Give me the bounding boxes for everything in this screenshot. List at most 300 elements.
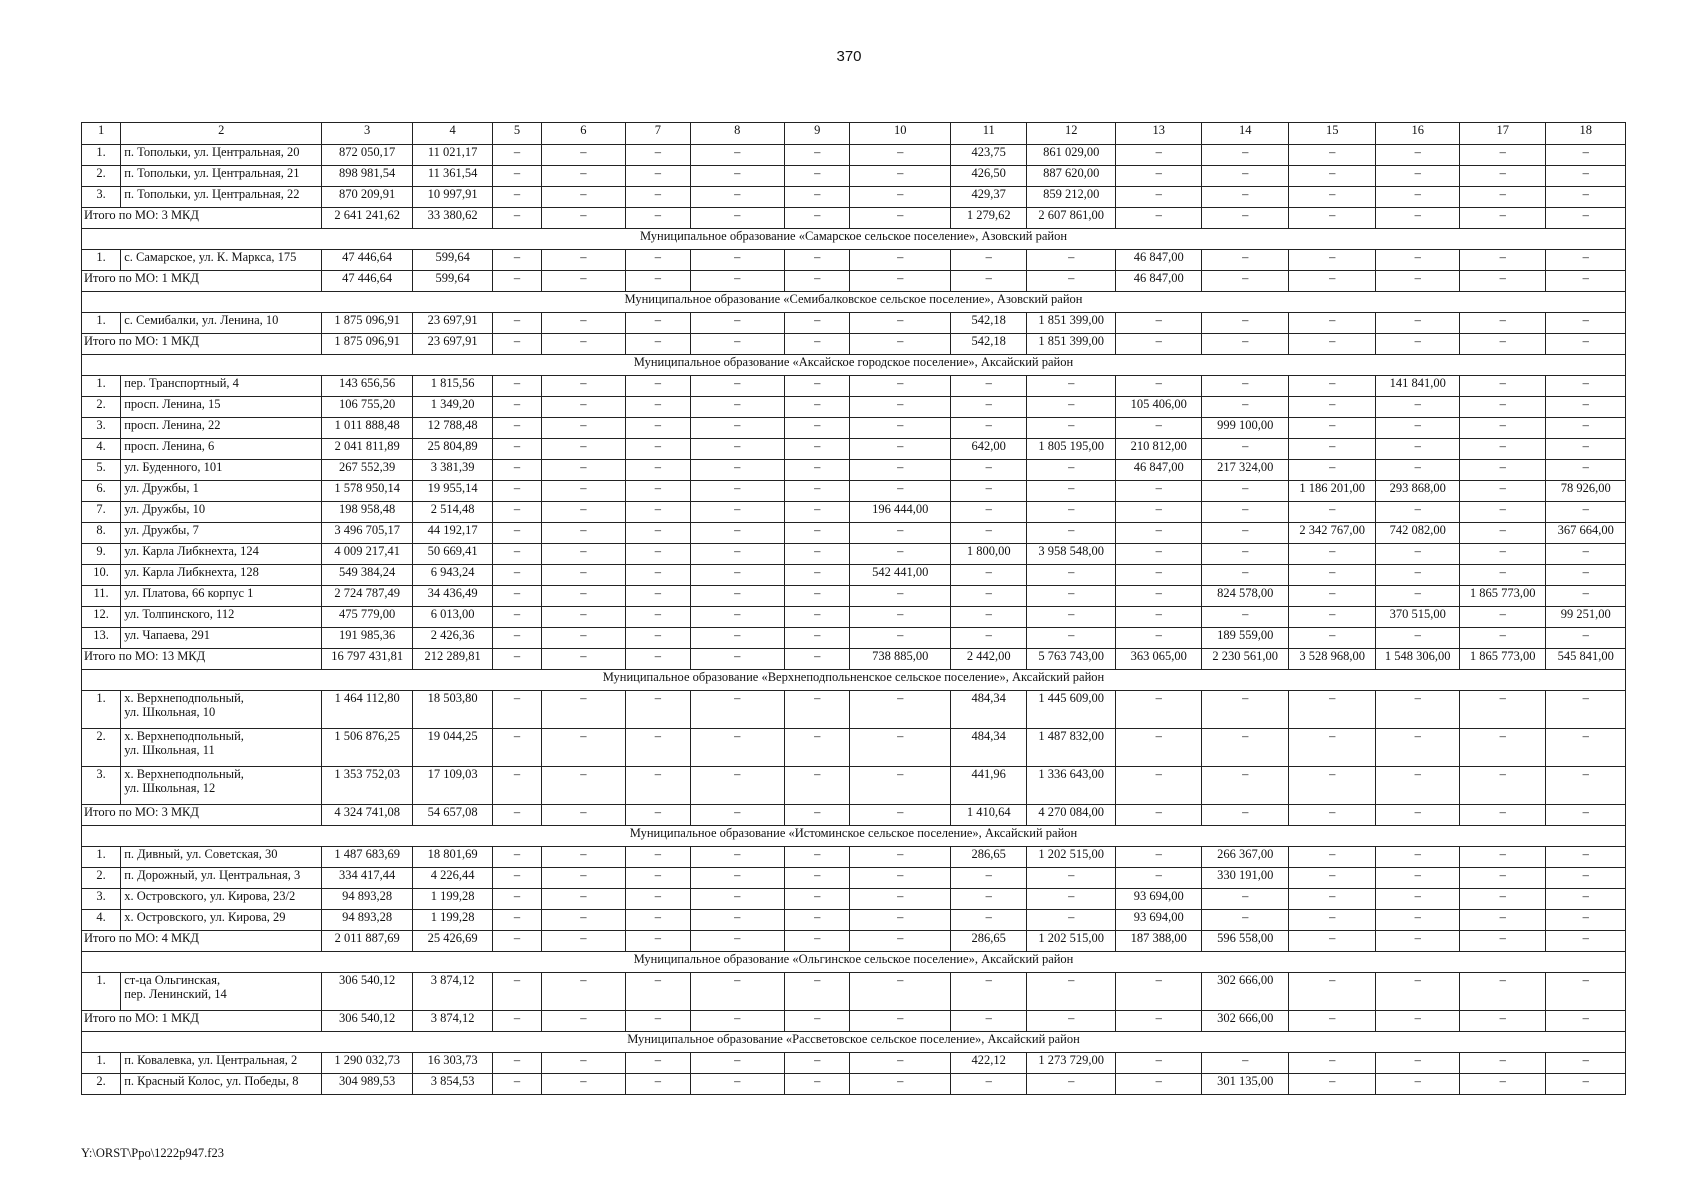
table-row (82, 145, 1626, 166)
value-cell: – (626, 729, 690, 767)
value-cell: – (690, 889, 785, 910)
value-cell: 11 361,54 (412, 166, 492, 187)
value-cell: – (1546, 376, 1626, 397)
value-cell: – (1288, 376, 1376, 397)
value-cell: – (493, 729, 541, 767)
value-cell: – (1546, 418, 1626, 439)
row-number: 2. (82, 729, 121, 767)
value-cell: – (690, 1053, 785, 1074)
value-cell: 23 697,91 (412, 334, 492, 355)
table-row (82, 376, 1626, 397)
value-cell: – (493, 868, 541, 889)
value-cell: – (1027, 1074, 1116, 1095)
table-row (82, 973, 1626, 1011)
value-cell: – (541, 910, 625, 931)
value-cell: – (785, 460, 850, 481)
total-label: Итого по МО: 4 МКД (82, 931, 322, 952)
total-row (82, 208, 1626, 229)
value-cell: – (785, 418, 850, 439)
value-cell: – (785, 334, 850, 355)
value-cell: – (690, 805, 785, 826)
value-cell: – (1546, 628, 1626, 649)
table-row (82, 607, 1626, 628)
value-cell: – (493, 649, 541, 670)
value-cell: – (785, 729, 850, 767)
value-cell: – (493, 502, 541, 523)
value-cell: – (1288, 313, 1376, 334)
value-cell: – (1546, 1053, 1626, 1074)
value-cell: – (850, 166, 951, 187)
row-number: 2. (82, 166, 121, 187)
value-cell: – (1546, 805, 1626, 826)
value-cell: 2 041 811,89 (322, 439, 413, 460)
value-cell: – (850, 523, 951, 544)
value-cell: – (541, 334, 625, 355)
value-cell: – (850, 439, 951, 460)
value-cell: – (541, 691, 625, 729)
value-cell: – (1546, 460, 1626, 481)
value-cell: 93 694,00 (1115, 910, 1202, 931)
value-cell: – (626, 145, 690, 166)
column-header: 15 (1288, 123, 1376, 145)
header-row (82, 123, 1626, 145)
value-cell: – (493, 805, 541, 826)
value-cell: – (626, 376, 690, 397)
value-cell: – (690, 544, 785, 565)
value-cell: – (785, 1053, 850, 1074)
row-number: 1. (82, 847, 121, 868)
value-cell: – (541, 1053, 625, 1074)
value-cell: – (850, 1011, 951, 1032)
value-cell: – (1027, 565, 1116, 586)
row-number: 4. (82, 439, 121, 460)
value-cell: – (951, 586, 1027, 607)
column-header: 8 (690, 123, 785, 145)
address-line: п. Дивный, ул. Советская, 30 (124, 847, 278, 861)
total-row (82, 649, 1626, 670)
value-cell: – (1115, 691, 1202, 729)
value-cell: – (951, 271, 1027, 292)
row-number: 1. (82, 376, 121, 397)
value-cell: – (541, 1074, 625, 1095)
value-cell: – (951, 868, 1027, 889)
value-cell: 3 874,12 (412, 973, 492, 1011)
value-cell: – (1202, 544, 1289, 565)
value-cell: 742 082,00 (1376, 523, 1459, 544)
address-cell (121, 868, 322, 889)
value-cell: – (1459, 868, 1546, 889)
value-cell: – (1459, 931, 1546, 952)
value-cell: 363 065,00 (1115, 649, 1202, 670)
value-cell: – (1115, 523, 1202, 544)
value-cell: – (785, 910, 850, 931)
value-cell: – (690, 208, 785, 229)
value-cell: – (1115, 376, 1202, 397)
value-cell: 484,34 (951, 691, 1027, 729)
value-cell: 1 548 306,00 (1376, 649, 1459, 670)
value-cell: – (1376, 931, 1459, 952)
value-cell: 267 552,39 (322, 460, 413, 481)
value-cell: – (626, 649, 690, 670)
value-cell: – (785, 523, 850, 544)
value-cell: – (850, 250, 951, 271)
value-cell: 306 540,12 (322, 1011, 413, 1032)
value-cell: – (626, 187, 690, 208)
value-cell: – (951, 889, 1027, 910)
value-cell: 191 985,36 (322, 628, 413, 649)
row-number: 10. (82, 565, 121, 586)
value-cell: – (1027, 1011, 1116, 1032)
value-cell: – (1288, 847, 1376, 868)
address-line-2: ул. Школьная, 11 (124, 743, 215, 757)
column-header: 16 (1376, 123, 1459, 145)
value-cell: – (690, 767, 785, 805)
row-number: 9. (82, 544, 121, 565)
value-cell: – (626, 313, 690, 334)
page-number: 370 (836, 48, 862, 65)
value-cell: – (1288, 565, 1376, 586)
value-cell: – (1288, 250, 1376, 271)
value-cell: – (541, 931, 625, 952)
address-line: х. Островского, ул. Кирова, 29 (124, 910, 286, 924)
value-cell: 2 514,48 (412, 502, 492, 523)
value-cell: – (1202, 334, 1289, 355)
value-cell: 196 444,00 (850, 502, 951, 523)
address-cell (121, 481, 322, 502)
total-row (82, 1011, 1626, 1032)
value-cell: – (1288, 544, 1376, 565)
value-cell: – (1288, 1074, 1376, 1095)
value-cell: – (541, 271, 625, 292)
value-cell: – (493, 1074, 541, 1095)
value-cell: – (1115, 628, 1202, 649)
value-cell: – (1376, 502, 1459, 523)
total-row (82, 334, 1626, 355)
value-cell: 47 446,64 (322, 271, 413, 292)
address-cell (121, 376, 322, 397)
value-cell: 887 620,00 (1027, 166, 1116, 187)
value-cell: – (850, 931, 951, 952)
value-cell: – (1459, 481, 1546, 502)
value-cell: – (1546, 334, 1626, 355)
value-cell: – (850, 187, 951, 208)
value-cell: – (1459, 208, 1546, 229)
value-cell: – (626, 868, 690, 889)
value-cell: 898 981,54 (322, 166, 413, 187)
value-cell: – (1288, 166, 1376, 187)
value-cell: – (626, 544, 690, 565)
value-cell: – (541, 418, 625, 439)
value-cell: – (785, 544, 850, 565)
total-label: Итого по МО: 3 МКД (82, 208, 322, 229)
value-cell: – (1288, 889, 1376, 910)
value-cell: 1 851 399,00 (1027, 334, 1116, 355)
value-cell: – (785, 145, 850, 166)
table-row (82, 460, 1626, 481)
address-cell (121, 145, 322, 166)
value-cell: – (690, 523, 785, 544)
value-cell: – (626, 931, 690, 952)
value-cell: 302 666,00 (1202, 1011, 1289, 1032)
column-header: 3 (322, 123, 413, 145)
value-cell: – (850, 271, 951, 292)
value-cell: – (785, 271, 850, 292)
value-cell: – (1376, 1053, 1459, 1074)
address-cell (121, 691, 322, 729)
value-cell: – (1546, 313, 1626, 334)
value-cell: 738 885,00 (850, 649, 951, 670)
column-header: 17 (1459, 123, 1546, 145)
value-cell: 11 021,17 (412, 145, 492, 166)
value-cell: – (1459, 313, 1546, 334)
value-cell: – (1288, 805, 1376, 826)
value-cell: – (1459, 145, 1546, 166)
value-cell: 870 209,91 (322, 187, 413, 208)
value-cell: 2 011 887,69 (322, 931, 413, 952)
value-cell: 1 875 096,91 (322, 313, 413, 334)
value-cell: – (541, 973, 625, 1011)
value-cell: – (785, 607, 850, 628)
value-cell: – (493, 481, 541, 502)
value-cell: – (1376, 628, 1459, 649)
value-cell: – (493, 376, 541, 397)
value-cell: – (1027, 460, 1116, 481)
address-cell (121, 1074, 322, 1095)
value-cell: – (541, 767, 625, 805)
value-cell: – (1202, 481, 1289, 502)
value-cell: – (785, 208, 850, 229)
value-cell: – (541, 729, 625, 767)
value-cell: – (626, 805, 690, 826)
value-cell: – (1376, 565, 1459, 586)
value-cell: – (1202, 208, 1289, 229)
value-cell: – (1459, 889, 1546, 910)
value-cell: – (1459, 544, 1546, 565)
value-cell: – (1288, 767, 1376, 805)
value-cell: – (1546, 586, 1626, 607)
value-cell: 78 926,00 (1546, 481, 1626, 502)
value-cell: – (690, 586, 785, 607)
value-cell: – (1288, 586, 1376, 607)
value-cell: – (690, 376, 785, 397)
value-cell: – (541, 397, 625, 418)
value-cell: – (493, 586, 541, 607)
table-row (82, 691, 1626, 729)
value-cell: 422,12 (951, 1053, 1027, 1074)
total-label: Итого по МО: 1 МКД (82, 1011, 322, 1032)
value-cell: – (785, 889, 850, 910)
row-number: 2. (82, 868, 121, 889)
value-cell: 3 854,53 (412, 1074, 492, 1095)
value-cell: – (1288, 397, 1376, 418)
value-cell: – (1115, 586, 1202, 607)
value-cell: – (626, 586, 690, 607)
value-cell: 34 436,49 (412, 586, 492, 607)
address-line-2: ул. Школьная, 12 (124, 781, 216, 795)
value-cell: – (951, 502, 1027, 523)
address-line: п. Ковалевка, ул. Центральная, 2 (124, 1053, 298, 1067)
value-cell: – (493, 931, 541, 952)
value-cell: – (1115, 334, 1202, 355)
value-cell: 306 540,12 (322, 973, 413, 1011)
value-cell: – (1376, 805, 1459, 826)
address-line: х. Верхнеподпольный, (124, 767, 244, 781)
value-cell: 1 805 195,00 (1027, 439, 1116, 460)
value-cell: – (1376, 439, 1459, 460)
value-cell: – (1376, 889, 1459, 910)
value-cell: – (1115, 544, 1202, 565)
column-header: 2 (121, 123, 322, 145)
value-cell: – (1459, 439, 1546, 460)
value-cell: – (541, 313, 625, 334)
value-cell: 302 666,00 (1202, 973, 1289, 1011)
total-label: Итого по МО: 13 МКД (82, 649, 322, 670)
value-cell: – (493, 397, 541, 418)
address-line: просп. Ленина, 15 (124, 397, 221, 411)
value-cell: – (493, 847, 541, 868)
value-cell: – (493, 334, 541, 355)
value-cell: – (541, 502, 625, 523)
value-cell: – (626, 910, 690, 931)
value-cell: – (1027, 271, 1116, 292)
value-cell: – (690, 868, 785, 889)
value-cell: 1 487 832,00 (1027, 729, 1116, 767)
value-cell: – (690, 565, 785, 586)
value-cell: – (1376, 208, 1459, 229)
value-cell: – (850, 586, 951, 607)
value-cell: – (1376, 166, 1459, 187)
value-cell: 861 029,00 (1027, 145, 1116, 166)
value-cell: – (626, 271, 690, 292)
row-number: 3. (82, 187, 121, 208)
value-cell: – (493, 544, 541, 565)
value-cell: – (1027, 973, 1116, 1011)
value-cell: 5 763 743,00 (1027, 649, 1116, 670)
address-cell (121, 460, 322, 481)
table-row (82, 767, 1626, 805)
value-cell: – (1376, 586, 1459, 607)
value-cell: – (1115, 502, 1202, 523)
value-cell: 1 186 201,00 (1288, 481, 1376, 502)
value-cell: – (690, 397, 785, 418)
value-cell: – (541, 586, 625, 607)
row-number: 11. (82, 586, 121, 607)
value-cell: 99 251,00 (1546, 607, 1626, 628)
value-cell: – (626, 418, 690, 439)
value-cell: – (541, 145, 625, 166)
value-cell: – (785, 565, 850, 586)
value-cell: 2 426,36 (412, 628, 492, 649)
value-cell: 3 381,39 (412, 460, 492, 481)
value-cell: – (1115, 1011, 1202, 1032)
section-title: Муниципальное образование «Самарское сельское поселение», Азовский район (82, 229, 1626, 250)
value-cell: 1 353 752,03 (322, 767, 413, 805)
value-cell: – (1459, 910, 1546, 931)
value-cell: – (1115, 208, 1202, 229)
value-cell: – (493, 271, 541, 292)
value-cell: – (493, 313, 541, 334)
value-cell: – (785, 649, 850, 670)
value-cell: – (1376, 729, 1459, 767)
value-cell: – (1115, 166, 1202, 187)
value-cell: 19 955,14 (412, 481, 492, 502)
value-cell: – (1202, 910, 1289, 931)
address-cell (121, 502, 322, 523)
value-cell: – (850, 1074, 951, 1095)
table-row (82, 544, 1626, 565)
value-cell: 1 865 773,00 (1459, 586, 1546, 607)
value-cell: – (1115, 481, 1202, 502)
value-cell: – (785, 691, 850, 729)
row-number: 3. (82, 418, 121, 439)
value-cell: – (1202, 376, 1289, 397)
value-cell: 1 279,62 (951, 208, 1027, 229)
value-cell: – (690, 166, 785, 187)
value-cell: 304 989,53 (322, 1074, 413, 1095)
value-cell: – (785, 313, 850, 334)
value-cell: – (1288, 1053, 1376, 1074)
value-cell: – (1027, 868, 1116, 889)
value-cell: – (1459, 1053, 1546, 1074)
value-cell: – (1115, 565, 1202, 586)
total-label: Итого по МО: 1 МКД (82, 334, 322, 355)
value-cell: 217 324,00 (1202, 460, 1289, 481)
value-cell: – (541, 250, 625, 271)
value-cell: – (1459, 1074, 1546, 1095)
value-cell: 94 893,28 (322, 910, 413, 931)
value-cell: – (690, 481, 785, 502)
value-cell: – (690, 460, 785, 481)
value-cell: – (1376, 313, 1459, 334)
value-cell: – (1459, 502, 1546, 523)
address-cell (121, 523, 322, 544)
value-cell: – (1459, 729, 1546, 767)
value-cell: – (541, 481, 625, 502)
value-cell: – (626, 691, 690, 729)
value-cell: – (541, 649, 625, 670)
value-cell: – (951, 910, 1027, 931)
value-cell: – (1027, 250, 1116, 271)
value-cell: 47 446,64 (322, 250, 413, 271)
row-number: 2. (82, 1074, 121, 1095)
value-cell: – (626, 1053, 690, 1074)
section-row (82, 670, 1626, 691)
column-header: 9 (785, 123, 850, 145)
value-cell: – (850, 868, 951, 889)
value-cell: 2 607 861,00 (1027, 208, 1116, 229)
row-number: 3. (82, 889, 121, 910)
table-row (82, 586, 1626, 607)
value-cell: – (493, 439, 541, 460)
value-cell: – (626, 397, 690, 418)
address-line: п. Топольки, ул. Центральная, 20 (124, 145, 300, 159)
value-cell: – (626, 460, 690, 481)
value-cell: – (1376, 1074, 1459, 1095)
value-cell: 367 664,00 (1546, 523, 1626, 544)
value-cell: – (850, 418, 951, 439)
value-cell: – (951, 460, 1027, 481)
value-cell: – (541, 805, 625, 826)
table-row (82, 847, 1626, 868)
value-cell: 2 724 787,49 (322, 586, 413, 607)
value-cell: – (493, 973, 541, 1011)
value-cell: – (1546, 729, 1626, 767)
value-cell: 370 515,00 (1376, 607, 1459, 628)
value-cell: 46 847,00 (1115, 460, 1202, 481)
value-cell: – (951, 607, 1027, 628)
value-cell: 94 893,28 (322, 889, 413, 910)
value-cell: – (1288, 187, 1376, 208)
